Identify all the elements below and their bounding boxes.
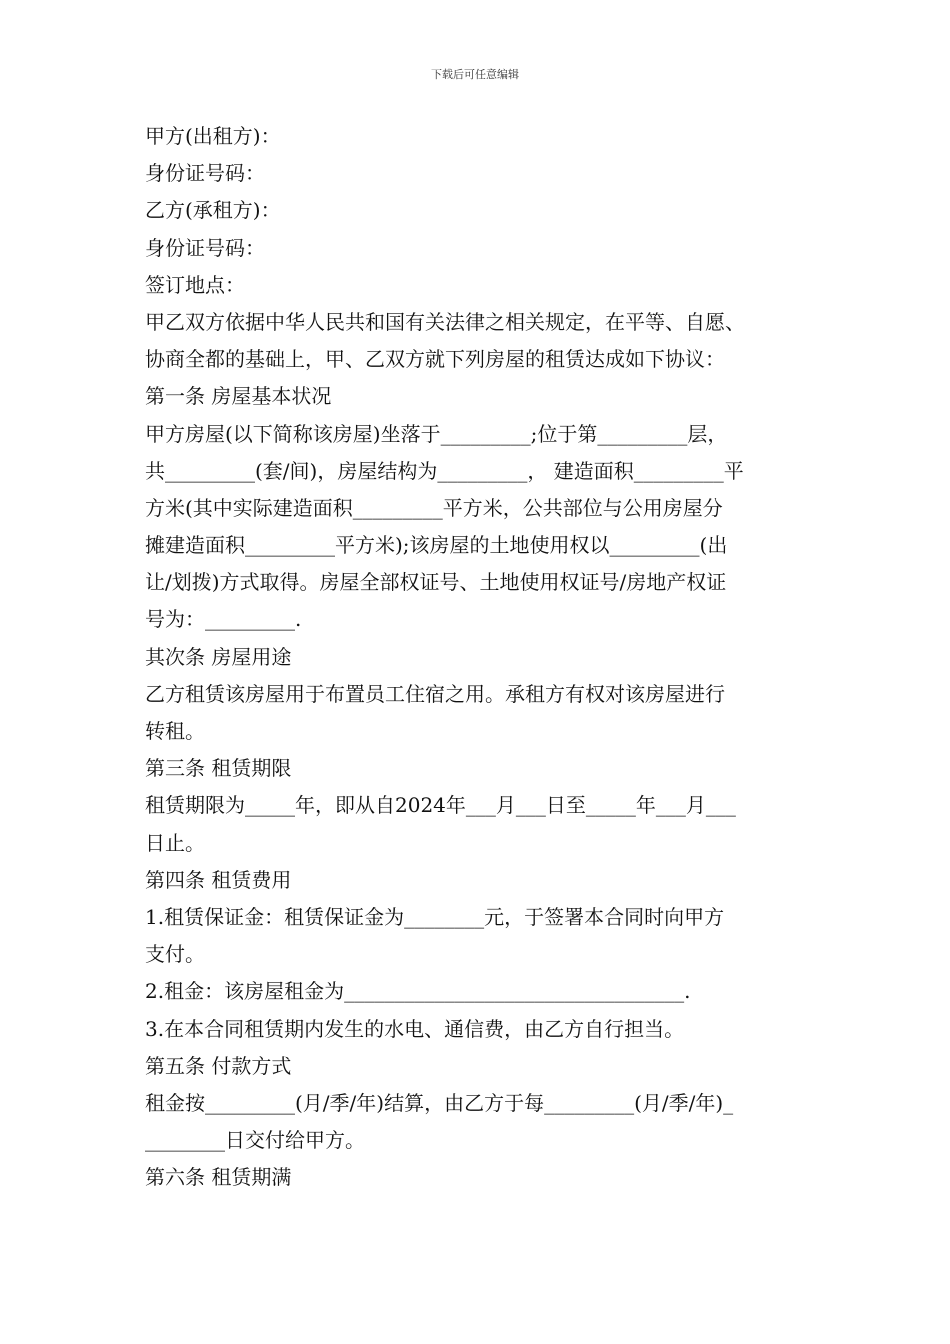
article-1-heading: 第一条 房屋基本状况 (145, 384, 332, 409)
contract-body (145, 118, 811, 1196)
article-1-text: 方米(其中实际建造面积_________平方米，公共部位与公用房屋分 (145, 495, 723, 520)
signing-location: 签订地点： (145, 272, 245, 297)
preamble-line-2: 协商全都的基础上，甲、乙双方就下列房屋的租赁达成如下协议： (145, 347, 725, 372)
page-header-note: 下载后可任意编辑 (431, 68, 519, 81)
article-2-text: 乙方租赁该房屋用于布置员工住宿之用。承租方有权对该房屋进行 (145, 681, 725, 706)
article-5-heading: 第五条 付款方式 (145, 1053, 292, 1078)
article-3-text: 租赁期限为_____年，即从自2024年___月___日至_____年___月___ (145, 793, 736, 818)
article-6-heading: 第六条 租赁期满 (145, 1165, 292, 1190)
party-b-id-number: 身份证号码： (145, 235, 265, 260)
party-a-lessor: 甲方(出租方)： (145, 124, 281, 148)
article-1-text: 让/划拨)方式取得。房屋全部权证号、土地使用权证号/房地产权证 (145, 570, 727, 595)
party-a-id-number: 身份证号码： (145, 161, 265, 186)
article-4-heading: 第四条 租赁费用 (145, 867, 292, 892)
article-4-rent: 2.租金：该房屋租金为__________________________________. (145, 979, 691, 1004)
article-4-utilities: 3.在本合同租赁期内发生的水电、通信费，由乙方自行担当。 (145, 1016, 685, 1041)
party-b-lessee: 乙方(承租方)： (145, 198, 281, 223)
article-1-text: 共_________(套/间)，房屋结构为_________， 建造面积_________平 (145, 458, 744, 483)
preamble-line-1: 甲乙双方依据中华人民共和国有关法律之相关规定，在平等、自愿、 (145, 309, 745, 334)
article-2-text: 转租。 (145, 719, 205, 743)
article-1-text: 号为：_________. (145, 607, 302, 632)
article-3-heading: 第三条 租赁期限 (145, 756, 292, 781)
article-4-deposit: 支付。 (145, 942, 205, 967)
article-1-text: 甲方房屋(以下简称该房屋)坐落于_________;位于第_________层， (145, 421, 728, 446)
article-1-text: 摊建造面积_________平方米);该房屋的土地使用权以_________(出 (145, 533, 728, 558)
article-3-text: 日止。 (145, 830, 205, 855)
article-2-heading: 其次条 房屋用途 (145, 644, 292, 669)
article-5-text: ________日交付给甲方。 (145, 1128, 365, 1153)
article-5-text: 租金按_________(月/季/年)结算，由乙方于每_________(月/季/年)_ (145, 1090, 734, 1115)
article-4-deposit: 1.租赁保证金：租赁保证金为________元，于签署本合同时向甲方 (145, 904, 725, 929)
